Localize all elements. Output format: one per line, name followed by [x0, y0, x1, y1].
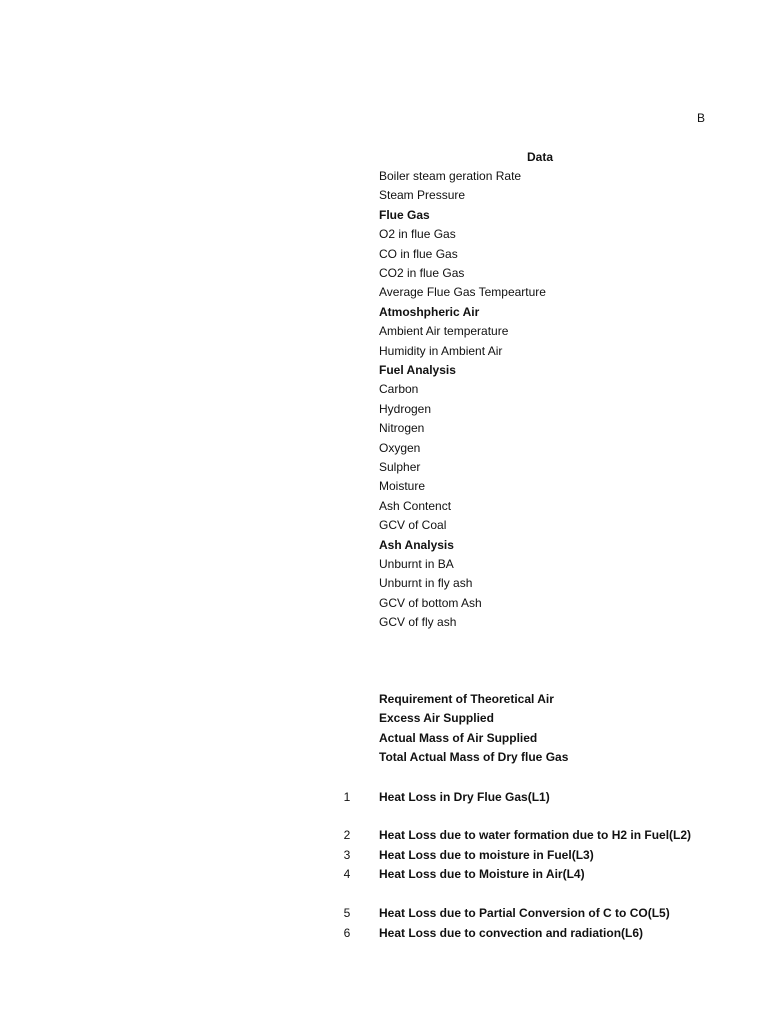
- data-item-label: Ash Analysis: [379, 537, 454, 552]
- heat-loss-label: Heat Loss in Dry Flue Gas(L1): [379, 790, 550, 804]
- heat-loss-number: 6: [343, 926, 351, 940]
- data-item-label: Unburnt in fly ash: [379, 576, 473, 591]
- data-section-header: Data: [527, 150, 554, 164]
- air-item-label: Total Actual Mass of Dry flue Gas: [379, 750, 569, 765]
- data-item-label: GCV of Coal: [379, 518, 447, 533]
- data-item-label: Unburnt in BA: [379, 557, 454, 571]
- heat-loss-number: 3: [343, 848, 351, 862]
- heat-loss-number: 4: [343, 867, 351, 881]
- data-item-label: Ambient Air temperature: [379, 324, 509, 339]
- data-item-label: CO in flue Gas: [379, 246, 458, 261]
- data-item-label: Oxygen: [379, 440, 421, 455]
- data-item-label: Atmoshpheric Air: [379, 304, 480, 319]
- heat-loss-label: Heat Loss due to Partial Conversion of C to CO(L5): [379, 906, 670, 920]
- data-item-label: CO2 in flue Gas: [379, 266, 465, 280]
- air-item-label: Requirement of Theoretical Air: [379, 692, 554, 706]
- data-item-label: Moisture: [379, 479, 426, 494]
- heat-loss-label: Heat Loss due to moisture in Fuel(L3): [379, 848, 594, 862]
- data-item-label: Hydrogen: [379, 401, 432, 416]
- heat-loss-number: 1: [343, 790, 351, 804]
- air-item-label: Excess Air Supplied: [379, 711, 494, 726]
- heat-loss-label: Heat Loss due to convection and radiation(L6): [379, 926, 644, 940]
- heat-loss-label: Heat Loss due to water formation due to H2 in Fuel(L2): [379, 828, 692, 842]
- data-item-label: GCV of fly ash: [379, 615, 457, 630]
- data-item-label: Nitrogen: [379, 421, 425, 436]
- data-item-label: Ash Contenct: [379, 498, 452, 513]
- data-item-label: GCV of bottom Ash: [379, 595, 482, 610]
- data-item-label: Steam Pressure: [379, 188, 466, 203]
- data-item-label: Flue Gas: [379, 207, 430, 222]
- sheet-title-fragment: B: [697, 111, 706, 125]
- data-item-label: Carbon: [379, 382, 419, 397]
- air-item-label: Actual Mass of Air Supplied: [379, 730, 538, 745]
- data-item-label: Fuel Analysis: [379, 363, 456, 377]
- data-item-label: Humidity in Ambient Air: [379, 343, 503, 358]
- heat-loss-label: Heat Loss due to Moisture in Air(L4): [379, 867, 585, 881]
- heat-loss-number: 2: [343, 828, 351, 842]
- data-item-label: Average Flue Gas Tempearture: [379, 285, 546, 300]
- data-item-label: O2 in flue Gas: [379, 227, 456, 242]
- data-item-label: Boiler steam geration Rate: [379, 169, 522, 183]
- heat-loss-number: 5: [343, 906, 351, 920]
- data-item-label: Sulpher: [379, 460, 421, 474]
